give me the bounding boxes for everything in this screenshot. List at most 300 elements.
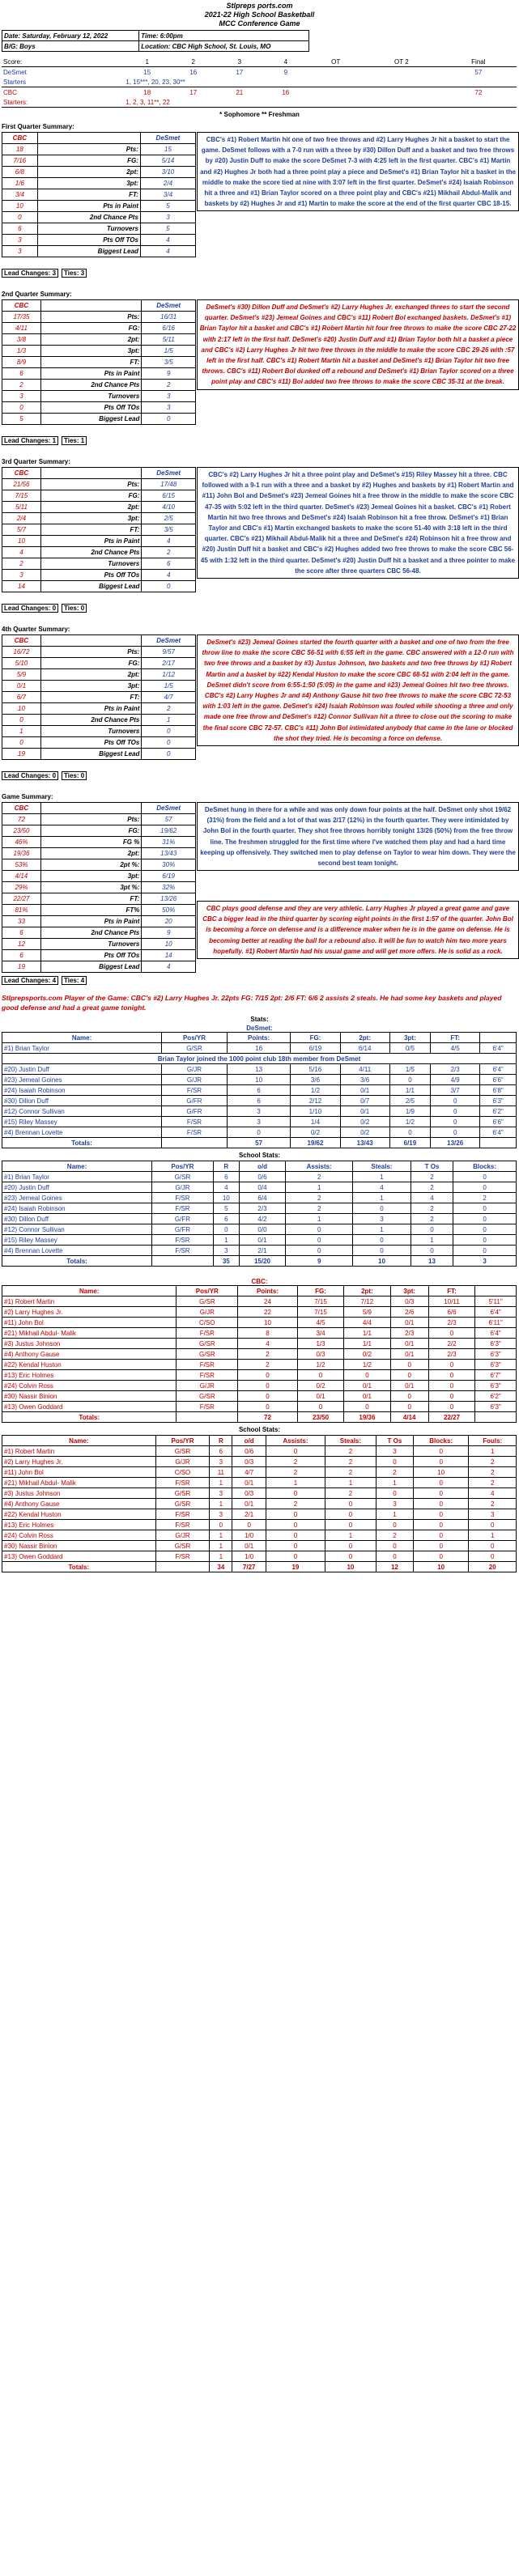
header bbox=[0, 0, 519, 28]
stat-cell: 0/1 bbox=[232, 1478, 266, 1488]
stat-cell: F/SR bbox=[162, 1117, 228, 1127]
player-name: #3) Justus Johnson bbox=[2, 1488, 156, 1499]
stat-label: Turnovers bbox=[37, 223, 140, 235]
stat-cell: 0 bbox=[376, 1541, 413, 1551]
stat-value: 6/15 bbox=[142, 490, 196, 502]
player-name: #22) Kendal Huston bbox=[2, 1360, 177, 1370]
stat-value: 5/9 bbox=[2, 669, 41, 681]
quarter-summary bbox=[0, 626, 519, 780]
stat-value: 3/8 bbox=[2, 334, 41, 346]
stat-value: 13/43 bbox=[142, 848, 196, 859]
stat-cell: 2 bbox=[266, 1467, 325, 1478]
player-name: #30) Dillon Duff bbox=[2, 1214, 152, 1224]
stat-cell: 4/9 bbox=[431, 1075, 480, 1085]
stat-label: FG: bbox=[40, 323, 141, 334]
stat-cell: 0 bbox=[389, 1075, 430, 1085]
column-header: Name: bbox=[2, 1436, 156, 1446]
total-cell: 34 bbox=[210, 1562, 232, 1572]
player-name: #4) Anthony Gause bbox=[2, 1349, 177, 1360]
stat-label: 2nd Chance Pts bbox=[37, 212, 140, 223]
q-score: 16 bbox=[282, 88, 290, 96]
stat-cell: 0 bbox=[390, 1370, 428, 1381]
player-name: #21) Mikhail Abdul- Malik bbox=[2, 1478, 156, 1488]
stat-value: 1 bbox=[142, 715, 196, 726]
column-header: Points: bbox=[238, 1286, 298, 1296]
q-score: 18 bbox=[143, 88, 151, 96]
stat-value: 33 bbox=[2, 916, 41, 927]
stat-label: 2pt: bbox=[40, 848, 141, 859]
table-row bbox=[2, 1318, 517, 1328]
player-name: #13) Owen Goddard bbox=[2, 1551, 156, 1562]
stat-cell: G/JR bbox=[162, 1075, 228, 1085]
q-score bbox=[363, 87, 440, 98]
stat-value: 10 bbox=[2, 536, 41, 547]
player-name: #11) John Bol bbox=[2, 1318, 177, 1328]
stat-cell: 6'11" bbox=[475, 1318, 517, 1328]
stat-label: Pts Off TOs bbox=[40, 570, 141, 581]
stat-cell: 6'8" bbox=[480, 1085, 517, 1096]
column-header: DeSmet bbox=[142, 468, 196, 479]
stat-value: 0 bbox=[2, 715, 41, 726]
table-row bbox=[2, 1381, 517, 1391]
stat-cell: 11 bbox=[210, 1467, 232, 1478]
stat-cell: 2 bbox=[453, 1193, 517, 1203]
stat-cell: 4/2 bbox=[239, 1214, 285, 1224]
stat-cell: 4 bbox=[469, 1488, 517, 1499]
stat-cell: G/SR bbox=[162, 1043, 228, 1054]
total-cell: 19/36 bbox=[344, 1412, 390, 1423]
stat-cell: 0/1 bbox=[390, 1318, 428, 1328]
quarter-story: DeSmet's #30) Dillon Duff and DeSmet's #2) Larry Hughes Jr. exchanged threes to start the second quarter. DeSmet's #23) Jemeal Goines and CBC's #11) Robert Bol exchanged baskets. DeSmet's #1) Brian Taylor hit a basket and CBC's #1) Robert Martin hit four free throws to make the score CBC 27-22 with 2:17 left in the first half. DeSmet's #20) Justin Duff and #1) Brian Taylor both hit a basket a piece and CBC's #2) Larry Hughes Jr hit two free throws in the middle to make the score CBC 29-26 with :57 left in the first half. CBC's #1) Robert Martin hit a basket and DeSmet's #1) Brian Taylor hit two free throws. CBC's #11) Robert Bol dunked off a rebound and DeSmet's #1) Brian Taylor scored on a three point play and CBC's #11) Bol added two free throws to make the score CBC 35-31 at the break. bbox=[197, 299, 519, 390]
cbc-label: CBC: bbox=[251, 1278, 268, 1285]
stat-value: 4 bbox=[142, 570, 196, 581]
starters-value: 1, 2, 3, 11**, 22 bbox=[124, 97, 517, 108]
quarter-story: DeSmet's #23) Jemeal Goines started the fourth quarter with a basket and one of two from the free throw line to make the score CBC 56-51 with 6:55 left in the game. CBC answered with a 12-0 run with two free throws and a basket by #3) Justus Johnson, two baskets and two free throws by #1) Robert Martin and a basket by #22) Kendal Huston to make the score CBC 68-51 with 2:04 left in the game. DeSmet didn't score from 6:55-1:50 (5:05) in the game and #23) Jemeal Goines hit two free throws. CBC's #2) Larry Hughes Jr and #4) Anthony Gause hit two free throws to make the score CBC 72-53 with 1:03 left in the game. DeSmet's #24) Isaiah Robinson was fouled while shooting a three and only made one free throw and DeSmet's #12) Connor Sullivan hit a three to close out the scoring to make the final score CBC 72-57. CBC's #11) John Bol intimidated anybody that came in the lane or blocked the shot they tried. He is becoming a force on defense. bbox=[197, 634, 519, 746]
stat-value: 7/15 bbox=[2, 490, 41, 502]
stat-cell: 8 bbox=[238, 1328, 298, 1339]
stat-cell: 2 bbox=[411, 1203, 453, 1214]
stat-cell: G/SR bbox=[155, 1446, 210, 1457]
total-cell: 3 bbox=[453, 1256, 517, 1267]
stat-cell: 1 bbox=[411, 1235, 453, 1246]
total-cell: 22/27 bbox=[428, 1412, 474, 1423]
stat-value: 5 bbox=[2, 414, 41, 425]
stat-value: 0 bbox=[142, 581, 196, 592]
stat-cell: 1/2 bbox=[297, 1360, 343, 1370]
stat-cell: 2 bbox=[469, 1478, 517, 1488]
stat-label: 2pt: bbox=[40, 669, 141, 681]
stat-value: 8/9 bbox=[2, 357, 41, 368]
desmet-label: DeSmet: bbox=[246, 1025, 273, 1032]
stat-cell: 0 bbox=[297, 1370, 343, 1381]
stat-cell: 0 bbox=[390, 1360, 428, 1370]
stat-cell: 0 bbox=[428, 1360, 474, 1370]
stat-cell: 1/2 bbox=[344, 1360, 390, 1370]
player-name: #3) Justus Johnson bbox=[2, 1339, 177, 1349]
stat-cell: F/SR bbox=[152, 1193, 214, 1203]
stat-label: FG: bbox=[40, 825, 141, 837]
stat-cell: 1/1 bbox=[344, 1339, 390, 1349]
stat-value: 4/7 bbox=[142, 692, 196, 703]
stat-cell: 0/1 bbox=[340, 1085, 389, 1096]
player-name: #24) Isaiah Robinson bbox=[2, 1085, 162, 1096]
stat-cell: 0 bbox=[266, 1530, 325, 1541]
column-header: DeSmet bbox=[142, 803, 196, 814]
stat-cell: 4 bbox=[238, 1339, 298, 1349]
stat-cell: 2/3 bbox=[428, 1318, 474, 1328]
stat-cell: 10 bbox=[238, 1318, 298, 1328]
q-score: 16 bbox=[189, 68, 198, 76]
stat-cell: 0 bbox=[353, 1246, 411, 1256]
stat-cell: 0 bbox=[469, 1551, 517, 1562]
stat-label: 3pt: bbox=[37, 178, 140, 189]
stat-cell: 3 bbox=[213, 1246, 239, 1256]
column-header: Fouls: bbox=[469, 1436, 517, 1446]
stat-value: 17/48 bbox=[142, 479, 196, 490]
stat-label: FT: bbox=[40, 357, 141, 368]
stat-cell: 6'2" bbox=[475, 1391, 517, 1402]
stat-cell: G/FR bbox=[162, 1096, 228, 1106]
stat-value: 72 bbox=[2, 814, 41, 825]
stat-cell: 6'4" bbox=[475, 1328, 517, 1339]
stat-cell: 0 bbox=[325, 1520, 376, 1530]
table-row bbox=[2, 1127, 517, 1138]
stat-cell: 4 bbox=[353, 1182, 411, 1193]
stat-cell: 5/16 bbox=[291, 1064, 340, 1075]
stat-value: 1/5 bbox=[142, 346, 196, 357]
player-name: #30) Nassir Binion bbox=[2, 1391, 177, 1402]
stat-value: 3/10 bbox=[140, 167, 195, 178]
stat-cell: 7/15 bbox=[297, 1296, 343, 1307]
stat-cell: 1/1 bbox=[344, 1328, 390, 1339]
table-row bbox=[2, 1391, 517, 1402]
player-name: #30) Nassir Binion bbox=[2, 1541, 156, 1551]
stat-label: FT: bbox=[40, 893, 141, 905]
stat-cell: 1 bbox=[210, 1499, 232, 1509]
score-col: 2 bbox=[170, 57, 216, 67]
stat-value: 3 bbox=[2, 391, 41, 402]
total-cell: 19 bbox=[266, 1562, 325, 1572]
stat-cell: G/JR bbox=[162, 1064, 228, 1075]
stat-cell: 2 bbox=[238, 1349, 298, 1360]
stat-cell: 0/3 bbox=[297, 1349, 343, 1360]
stat-cell: 0/1 bbox=[390, 1349, 428, 1360]
column-header: Blocks: bbox=[413, 1436, 468, 1446]
column-header bbox=[40, 803, 141, 814]
stat-cell: 0 bbox=[266, 1509, 325, 1520]
table-row bbox=[2, 1235, 517, 1246]
stat-cell: 2 bbox=[325, 1457, 376, 1467]
stat-cell: 4/5 bbox=[431, 1043, 480, 1054]
stat-cell: 6'6" bbox=[480, 1075, 517, 1085]
column-header: o/d bbox=[239, 1161, 285, 1172]
team-name: CBC bbox=[3, 88, 17, 96]
game-story-desmet: DeSmet hung in there for a while and was only down four points at the half. DeSmet only shot 19/62 (31%) from the field and a lot of that was 2/17 (12%) in the fourth quarter. They were intimidated by John Bol in the fourth quarter. They shot free throws horribly tonight 13/26 (50%) from the free throw line. The freshmen struggled for the first time where I've watched them play and had a hard time keeping up offensively. They switched men to play defense on Taylor to wear him down. They were the second best team tonight. bbox=[197, 802, 519, 871]
cbc-stats-table bbox=[2, 1285, 517, 1423]
stat-label: 2nd Chance Pts bbox=[40, 715, 141, 726]
stat-cell: 0 bbox=[390, 1402, 428, 1412]
column-header: Pos/YR bbox=[152, 1161, 214, 1172]
total-cell: 13/26 bbox=[431, 1138, 480, 1148]
stat-cell: 0/7 bbox=[340, 1096, 389, 1106]
stat-cell: 2 bbox=[469, 1467, 517, 1478]
stat-cell: 13 bbox=[227, 1064, 291, 1075]
stat-value: 4/10 bbox=[142, 502, 196, 513]
stat-value: 0 bbox=[2, 402, 41, 414]
stat-label: Turnovers bbox=[40, 558, 141, 570]
table-row bbox=[2, 1541, 517, 1551]
stat-cell: 0 bbox=[325, 1499, 376, 1509]
stat-cell: 0 bbox=[453, 1235, 517, 1246]
column-header: CBC bbox=[2, 133, 38, 144]
stat-cell: 2/3 bbox=[428, 1349, 474, 1360]
team-name: DeSmet bbox=[3, 68, 27, 76]
stat-cell: 0 bbox=[431, 1106, 480, 1117]
table-row bbox=[2, 1446, 517, 1457]
player-name: #2) Larry Hughes Jr. bbox=[2, 1457, 156, 1467]
stat-cell: 6/6 bbox=[428, 1307, 474, 1318]
final-score: 57 bbox=[474, 68, 483, 76]
stat-cell: 0 bbox=[238, 1402, 298, 1412]
stat-value: 4 bbox=[142, 536, 196, 547]
stat-cell: 0 bbox=[431, 1127, 480, 1138]
q-score bbox=[308, 87, 363, 98]
stat-cell: G/SR bbox=[155, 1499, 210, 1509]
player-of-the-game: Stlprepsports.com Player of the Game: CBC's #2) Larry Hughes Jr. 22pts FG: 7/15 2pt: 2/6 FT: 6/6 2 assists 2 steals. He had some key baskets and played good defense and had a great game tonight. bbox=[2, 994, 502, 1012]
total-cell: 15/20 bbox=[239, 1256, 285, 1267]
stat-value: 19 bbox=[2, 961, 41, 973]
stat-cell: 0 bbox=[413, 1509, 468, 1520]
stat-cell: 6'3" bbox=[475, 1402, 517, 1412]
stat-cell: 3 bbox=[376, 1446, 413, 1457]
season-title: 2021-22 High School Basketball bbox=[204, 11, 315, 19]
table-row bbox=[2, 1182, 517, 1193]
stat-cell: 6'4" bbox=[480, 1064, 517, 1075]
stat-label: Pts: bbox=[40, 647, 141, 658]
stat-value: 6/19 bbox=[142, 871, 196, 882]
stat-cell: 3 bbox=[227, 1106, 291, 1117]
stat-cell: 10 bbox=[413, 1467, 468, 1478]
stat-cell: 1 bbox=[353, 1193, 411, 1203]
stat-value: 4/14 bbox=[2, 871, 41, 882]
player-name: #21) Mikhail Abdul- Malik bbox=[2, 1328, 177, 1339]
table-row bbox=[2, 1075, 517, 1085]
starters-value: 1, 15***, 20, 23, 30** bbox=[124, 77, 517, 87]
stat-cell: 0 bbox=[428, 1391, 474, 1402]
ties: Ties: 3 bbox=[62, 269, 87, 278]
stat-cell: 0 bbox=[413, 1530, 468, 1541]
column-header: FG: bbox=[297, 1286, 343, 1296]
player-name: #2) Larry Hughes Jr. bbox=[2, 1307, 177, 1318]
stat-cell: 2 bbox=[286, 1203, 353, 1214]
player-name: #23) Jemeal Goines bbox=[2, 1075, 162, 1085]
stat-cell: 0/3 bbox=[390, 1296, 428, 1307]
stat-value: 22/27 bbox=[2, 893, 41, 905]
stat-cell: 0 bbox=[453, 1182, 517, 1193]
stat-cell: 10 bbox=[227, 1075, 291, 1085]
stat-cell: 0/1 bbox=[390, 1381, 428, 1391]
table-row bbox=[2, 1214, 517, 1224]
stat-cell: 2 bbox=[286, 1193, 353, 1203]
stat-value: 6/7 bbox=[2, 692, 41, 703]
stat-value: 3/5 bbox=[142, 524, 196, 536]
stat-value: 3/4 bbox=[140, 189, 195, 201]
stat-cell: 0/2 bbox=[291, 1127, 340, 1138]
stat-cell: 3 bbox=[353, 1214, 411, 1224]
stat-cell: 6 bbox=[227, 1085, 291, 1096]
score-col: Final bbox=[440, 57, 517, 67]
stat-cell: 0 bbox=[353, 1203, 411, 1214]
stat-cell: 0 bbox=[469, 1541, 517, 1551]
stat-label: Biggest Lead bbox=[40, 414, 141, 425]
stat-cell: 2 bbox=[376, 1467, 413, 1478]
stat-cell: 3 bbox=[210, 1488, 232, 1499]
score-col: OT 2 bbox=[363, 57, 440, 67]
stat-label: Turnovers bbox=[40, 939, 141, 950]
stat-cell: 2 bbox=[325, 1467, 376, 1478]
table-row bbox=[2, 1509, 517, 1520]
stat-value: 14 bbox=[142, 950, 196, 961]
table-row bbox=[2, 1224, 517, 1235]
score-col: 4 bbox=[262, 57, 308, 67]
stat-value: 3 bbox=[2, 246, 38, 257]
stat-cell: 3/4 bbox=[297, 1328, 343, 1339]
table-row bbox=[2, 1478, 517, 1488]
ties: Ties: 4 bbox=[62, 976, 87, 985]
stat-cell: F/SR bbox=[162, 1127, 228, 1138]
table-row bbox=[2, 1172, 517, 1182]
stat-cell: 2 bbox=[325, 1488, 376, 1499]
total-cell: 13/43 bbox=[340, 1138, 389, 1148]
stats-title: Stats: bbox=[250, 1016, 269, 1023]
quarter-stats-table bbox=[2, 132, 196, 257]
total-cell: 7/27 bbox=[232, 1562, 266, 1572]
stat-cell: 0 bbox=[325, 1509, 376, 1520]
table-row bbox=[2, 1043, 517, 1054]
stat-cell: G/JR bbox=[177, 1307, 238, 1318]
stat-cell: 0/1 bbox=[297, 1391, 343, 1402]
stat-cell: 4/5 bbox=[297, 1318, 343, 1328]
player-name: #24) Isaiah Robinson bbox=[2, 1203, 152, 1214]
score-col: 1 bbox=[124, 57, 170, 67]
cbc-school-table bbox=[2, 1435, 517, 1572]
stat-value: 12 bbox=[2, 939, 41, 950]
stat-cell: F/SR bbox=[152, 1203, 214, 1214]
stat-cell: F/SR bbox=[162, 1085, 228, 1096]
stat-cell: 6'4" bbox=[480, 1127, 517, 1138]
stat-cell: 0 bbox=[390, 1391, 428, 1402]
stat-cell: 0 bbox=[238, 1391, 298, 1402]
total-cell bbox=[480, 1138, 517, 1148]
stat-cell: F/SR bbox=[155, 1509, 210, 1520]
stat-value: 16/72 bbox=[2, 647, 41, 658]
stat-cell: 6'2" bbox=[480, 1106, 517, 1117]
stat-label: 3pt: bbox=[40, 346, 141, 357]
stat-value: 3 bbox=[142, 402, 196, 414]
total-cell: 57 bbox=[227, 1138, 291, 1148]
stat-cell: 4/7 bbox=[232, 1467, 266, 1478]
final-score: 72 bbox=[474, 88, 483, 96]
stat-cell: 6'7" bbox=[475, 1370, 517, 1381]
stat-value: 19 bbox=[2, 749, 41, 760]
desmet-school-table bbox=[2, 1161, 517, 1267]
stat-label: 2pt: bbox=[40, 502, 141, 513]
game-summary-table bbox=[2, 802, 196, 973]
stat-cell: G/FR bbox=[152, 1224, 214, 1235]
column-header bbox=[40, 635, 141, 647]
stat-cell: 3 bbox=[210, 1457, 232, 1467]
stat-cell: F/SR bbox=[177, 1402, 238, 1412]
ties: Ties: 0 bbox=[62, 604, 87, 613]
stat-cell: F/SR bbox=[177, 1360, 238, 1370]
stat-cell: 0 bbox=[376, 1488, 413, 1499]
ties: Ties: 0 bbox=[62, 771, 87, 780]
stat-value: 5/7 bbox=[2, 524, 41, 536]
stat-cell: 0 bbox=[238, 1381, 298, 1391]
stat-label: 2nd Chance Pts bbox=[40, 927, 141, 939]
column-header: DeSmet bbox=[142, 300, 196, 312]
stat-value: 4/11 bbox=[2, 323, 41, 334]
stat-cell: 5'11" bbox=[475, 1296, 517, 1307]
player-name: #22) Kendal Huston bbox=[2, 1509, 156, 1520]
quarter-summary bbox=[0, 123, 519, 278]
stat-label: Biggest Lead bbox=[40, 749, 141, 760]
stat-label: FT: bbox=[37, 189, 140, 201]
total-cell bbox=[152, 1256, 214, 1267]
stat-cell: 0/3 bbox=[232, 1457, 266, 1467]
stat-cell: 3 bbox=[376, 1499, 413, 1509]
column-header: 2pt: bbox=[340, 1033, 389, 1043]
stat-cell: 6'3" bbox=[475, 1360, 517, 1370]
stat-cell: 0/4 bbox=[239, 1182, 285, 1193]
stat-cell: 2 bbox=[376, 1530, 413, 1541]
column-header: 3pt: bbox=[389, 1033, 430, 1043]
stat-cell: 0 bbox=[238, 1370, 298, 1381]
player-name: #13) Eric Holmes bbox=[2, 1520, 156, 1530]
stat-cell: 3/6 bbox=[340, 1075, 389, 1085]
stat-cell: G/SR bbox=[155, 1488, 210, 1499]
total-cell: Totals: bbox=[2, 1412, 177, 1423]
stat-cell: 2 bbox=[325, 1446, 376, 1457]
stat-cell: F/SR bbox=[152, 1235, 214, 1246]
stat-cell: 0/1 bbox=[232, 1499, 266, 1509]
stat-label: Turnovers bbox=[40, 391, 141, 402]
stat-cell: G/JR bbox=[177, 1381, 238, 1391]
stat-cell: 6'4" bbox=[480, 1043, 517, 1054]
stat-label: FT% bbox=[40, 905, 141, 916]
player-name: #1) Brian Taylor bbox=[2, 1172, 152, 1182]
stat-cell: F/SR bbox=[177, 1328, 238, 1339]
stat-value: 4 bbox=[140, 246, 195, 257]
player-name: #12) Connor Sullivan bbox=[2, 1224, 152, 1235]
stat-value: 46% bbox=[2, 837, 41, 848]
stat-value: 29% bbox=[2, 882, 41, 893]
stat-cell: 2 bbox=[266, 1499, 325, 1509]
stat-cell: 0 bbox=[227, 1127, 291, 1138]
stat-cell: 2/5 bbox=[389, 1096, 430, 1106]
stat-label: Pts Off TOs bbox=[40, 737, 141, 749]
site-title: Stlpreps ports.com bbox=[226, 2, 293, 10]
stat-value: 3 bbox=[2, 570, 41, 581]
stat-cell: 7/15 bbox=[297, 1307, 343, 1318]
table-row bbox=[2, 1064, 517, 1075]
stat-cell: 3/6 bbox=[291, 1075, 340, 1085]
stat-cell: 1/5 bbox=[389, 1064, 430, 1075]
stat-cell: 6/14 bbox=[340, 1043, 389, 1054]
stat-value: 3 bbox=[140, 212, 195, 223]
stat-cell: 0 bbox=[453, 1224, 517, 1235]
stat-value: 5/11 bbox=[142, 334, 196, 346]
